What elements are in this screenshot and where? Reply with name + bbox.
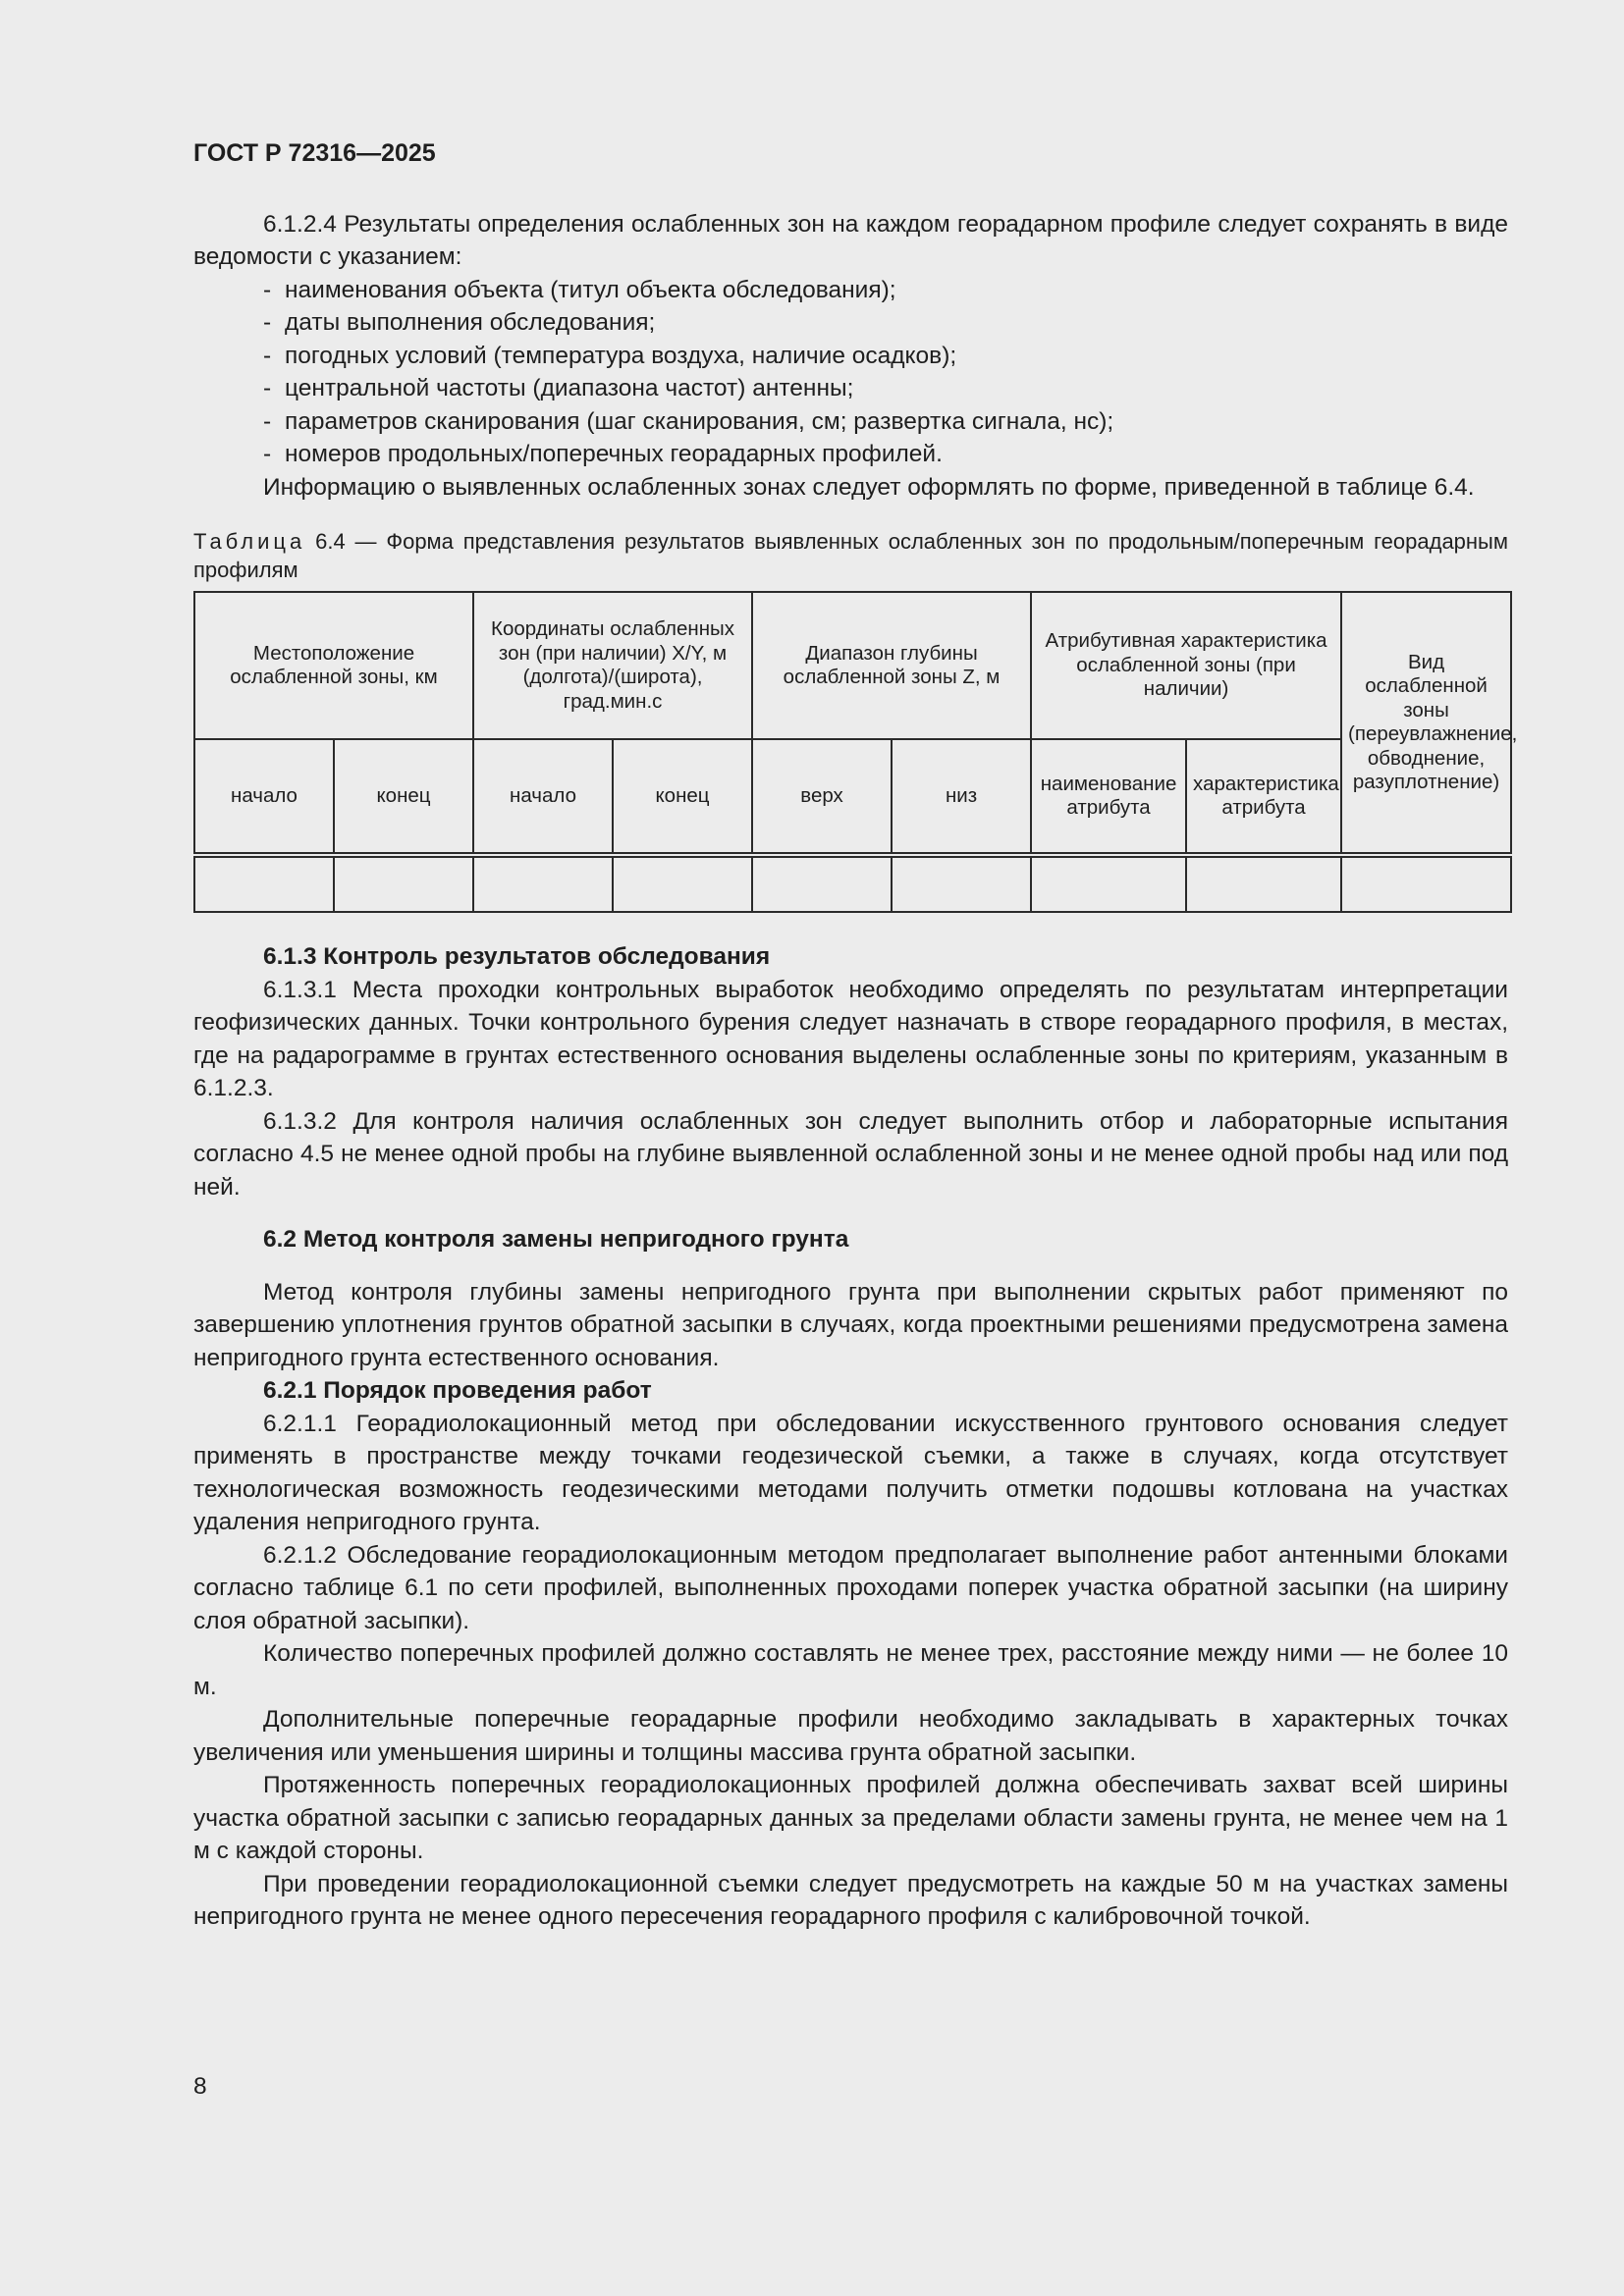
section-6-2-title: 6.2 Метод контроля замены непригодного грунта [263,1226,849,1253]
table-cell [1031,855,1186,912]
subheader-attr-char: характеристика атрибута [1186,739,1341,855]
section-6-2-intro: Метод контроля глубины замены непригодного грунта при выполнении скрытых работ применяют по завершению уплотнения грунтов обратной засыпки в случаях, когда проектными решениями предусмотрена замена непригодного грунта естественного основания. [193,1278,1508,1371]
document-header: ГОСТ Р 72316—2025 [193,139,436,167]
list-item: - наименования объекта (титул объекта обследования); [263,274,1508,307]
document-page [193,137,1518,1934]
subheader-attr-name: наименование атрибута [1031,739,1186,855]
header-attribute: Атрибутивная характеристика ослабленной зоны (при наличии) [1031,592,1341,739]
list-item: - погодных условий (температура воздуха, наличие осадков); [263,340,1508,373]
header-location: Местоположение ослабленной зоны, км [194,592,473,739]
clause-6-1-2-4-info: Информацию о выявленных ослабленных зонах следует оформлять по форме, приведенной в таблице 6.4. [263,473,1475,501]
clause-6-2-1-1: 6.2.1.1 Георадиолокационный метод при обследовании искусственного грунтового основания следует применять в пространстве между точками геодезической съемки, а также в случаях, когда отсутствует технологическая возможность геодезическими методами получить отметки подошвы котлована на участках удаления непригодного грунта. [193,1410,1508,1535]
paragraph-calibration-points: При проведении георадиолокационной съемки следует предусмотреть на каждые 50 м на участках замены непригодного грунта не менее одного пересечения георадарного профиля с калибровочной точкой. [193,1870,1508,1930]
table-cell [473,855,613,912]
table-caption-label: Таблица [193,529,306,554]
clause-6-1-3-2: 6.1.3.2 Для контроля наличия ослабленных зон следует выполнить отбор и лабораторные испытания согласно 4.5 не менее одной пробы на глубине выявленной ослабленной зоны и не менее одной пробы над или под ней. [193,1107,1508,1201]
clause-6-2-1-2: 6.2.1.2 Обследование георадиолокационным методом предполагает выполнение работ антенными блоками согласно таблице 6.1 по сети профилей, выполненных проходами поперек участка обратной засыпки (на ширину слоя обратной засыпки). [193,1541,1508,1634]
table-cell [334,855,473,912]
clause-6-1-3-1: 6.1.3.1 Места проходки контрольных выработок необходимо определять по результатам интерпретации геофизических данных. Точки контрольного бурения следует назначать в створе георадарного профиля, в местах, где на радарограмме в грунтах естественного основания выделены ослабленные зоны по критериям, указанным в 6.1.2.3. [193,976,1508,1101]
subheader-coord-end: конец [613,739,752,855]
section-6-2-1-title: 6.2.1 Порядок проведения работ [263,1377,652,1404]
table-cell [892,855,1031,912]
list-item: - параметров сканирования (шаг сканирования, см; развертка сигнала, нс); [263,405,1508,439]
list-item: - даты выполнения обследования; [263,306,1508,340]
subheader-depth-bottom: низ [892,739,1031,855]
list-item: - центральной частоты (диапазона частот) антенны; [263,372,1508,405]
table-cell [1186,855,1341,912]
subheader-coord-start: начало [473,739,613,855]
header-coordinates: Координаты ослабленных зон (при наличии) X/Y, м (долгота)/(широта), град.мин.с [473,592,752,739]
header-zone-kind: Вид ослабленной зоны (переувлажнение, обводнение, разуплотнение) [1341,592,1511,855]
table-cell [194,855,334,912]
table-cell [1341,855,1511,912]
header-depth-range: Диапазон глубины ослабленной зоны Z, м [752,592,1031,739]
list-item: - номеров продольных/поперечных георадарных профилей. [263,438,1508,471]
section-6-1-3-title: 6.1.3 Контроль результатов обследования [263,943,771,970]
paragraph-profile-length: Протяженность поперечных георадиолокационных профилей должна обеспечивать захват всей ширины участка обратной засыпки с записью георадарных данных за пределами области замены грунта, не менее чем на 1 м с каждой стороны. [193,1772,1508,1864]
weak-zones-form-table [193,591,1518,913]
subheader-depth-top: верх [752,739,892,855]
paragraph-additional-profiles: Дополнительные поперечные георадарные профили необходимо закладывать в характерных точках увеличения или уменьшения ширины и толщины массива грунта обратной засыпки. [193,1706,1508,1766]
subheader-location-start: начало [194,739,334,855]
clause-6-1-2-4-intro: 6.1.2.4 Результаты определения ослабленных зон на каждом георадарном профиле следует сохранять в виде ведомости с указанием: [193,210,1508,270]
table-row [194,855,1511,912]
required-info-list [193,274,1508,471]
table-cell [752,855,892,912]
table-caption [193,527,1508,584]
table-caption-text: 6.4 — Форма представления результатов выявленных ослабленных зон по продольным/поперечным георадарным профилям [193,529,1508,582]
paragraph-profile-count: Количество поперечных профилей должно составлять не менее трех, расстояние между ними — не более 10 м. [193,1640,1508,1700]
page-number: 8 [193,2073,207,2100]
table-cell [613,855,752,912]
subheader-location-end: конец [334,739,473,855]
